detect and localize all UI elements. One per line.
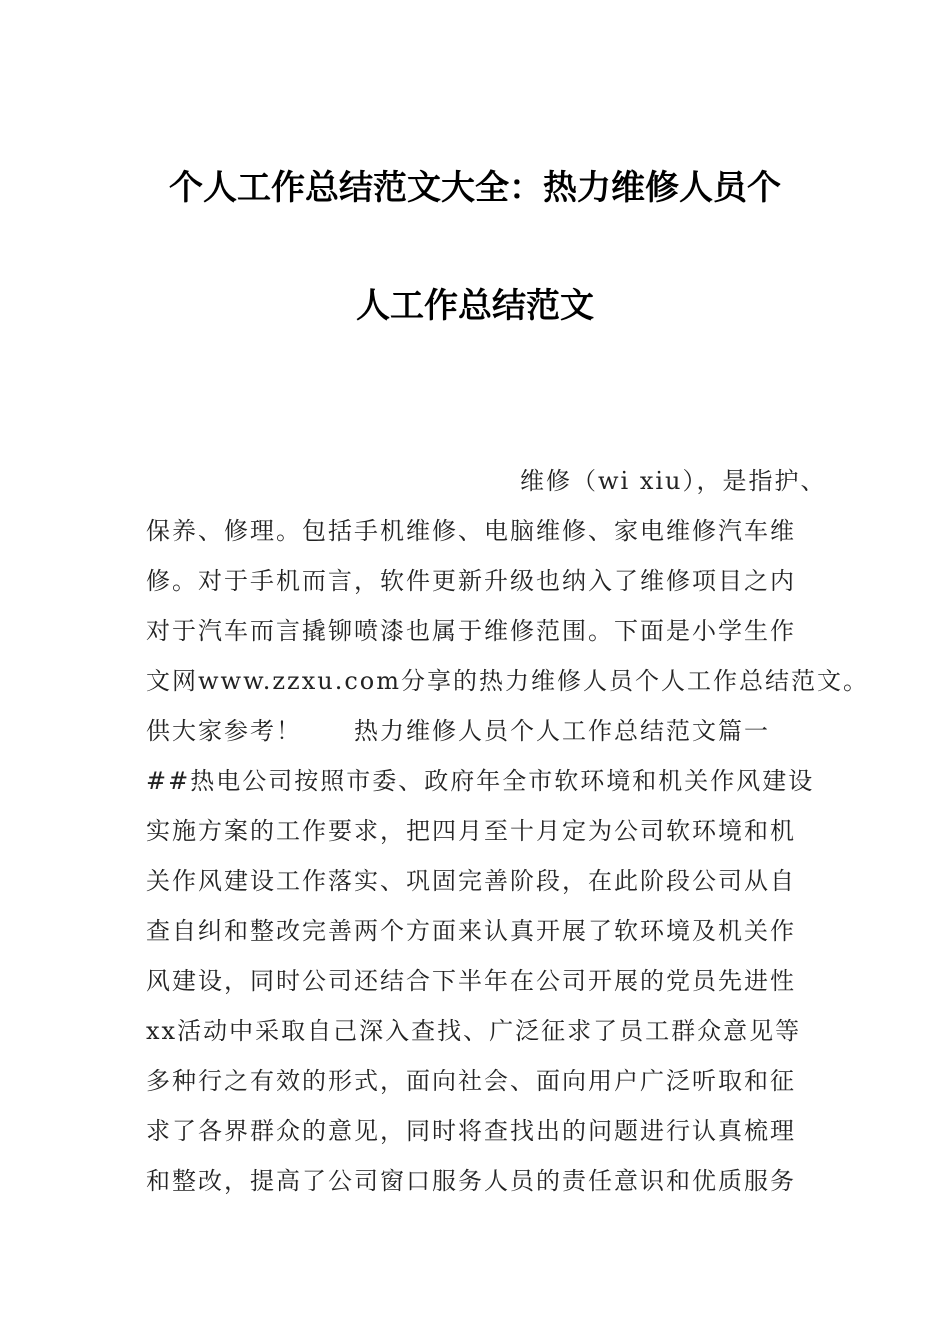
- body-line-11: 风建设，同时公司还结合下半年在公司开展的党员先进性: [146, 967, 796, 995]
- body-line-9: 关作风建设工作落实、巩固完善阶段，在此阶段公司从自: [146, 867, 796, 895]
- body-line-15: 和整改，提高了公司窗口服务人员的责任意识和优质服务: [146, 1167, 796, 1195]
- body-line-13: 多种行之有效的形式，面向社会、面向用户广泛听取和征: [146, 1067, 796, 1095]
- body-line-6: 供大家参考！ 热力维修人员个人工作总结范文篇一: [146, 717, 770, 745]
- body-line-3: 修。对于手机而言，软件更新升级也纳入了维修项目之内: [146, 567, 796, 595]
- body-line-1: 维修（wi xiu），是指护、: [520, 467, 827, 495]
- body-line-10: 查自纠和整改完善两个方面来认真开展了软环境及机关作: [146, 917, 796, 945]
- body-line-12: xx活动中采取自己深入查找、广泛征求了员工群众意见等: [146, 1017, 802, 1045]
- body-line-8: 实施方案的工作要求，把四月至十月定为公司软环境和机: [146, 817, 796, 845]
- document-title-line-1: 个人工作总结范文大全：热力维修人员个: [169, 168, 781, 208]
- document-title-line-2: 人工作总结范文: [356, 286, 594, 326]
- body-line-2: 保养、修理。包括手机维修、电脑维修、家电维修汽车维: [146, 517, 796, 545]
- body-line-7: ##热电公司按照市委、政府年全市软环境和机关作风建设: [146, 767, 815, 795]
- body-line-5: 文网www.zzxu.com分享的热力维修人员个人工作总结范文。: [146, 667, 869, 695]
- body-line-4: 对于汽车而言撬铆喷漆也属于维修范围。下面是小学生作: [146, 617, 796, 645]
- body-line-14: 求了各界群众的意见，同时将查找出的问题进行认真梳理: [146, 1117, 796, 1145]
